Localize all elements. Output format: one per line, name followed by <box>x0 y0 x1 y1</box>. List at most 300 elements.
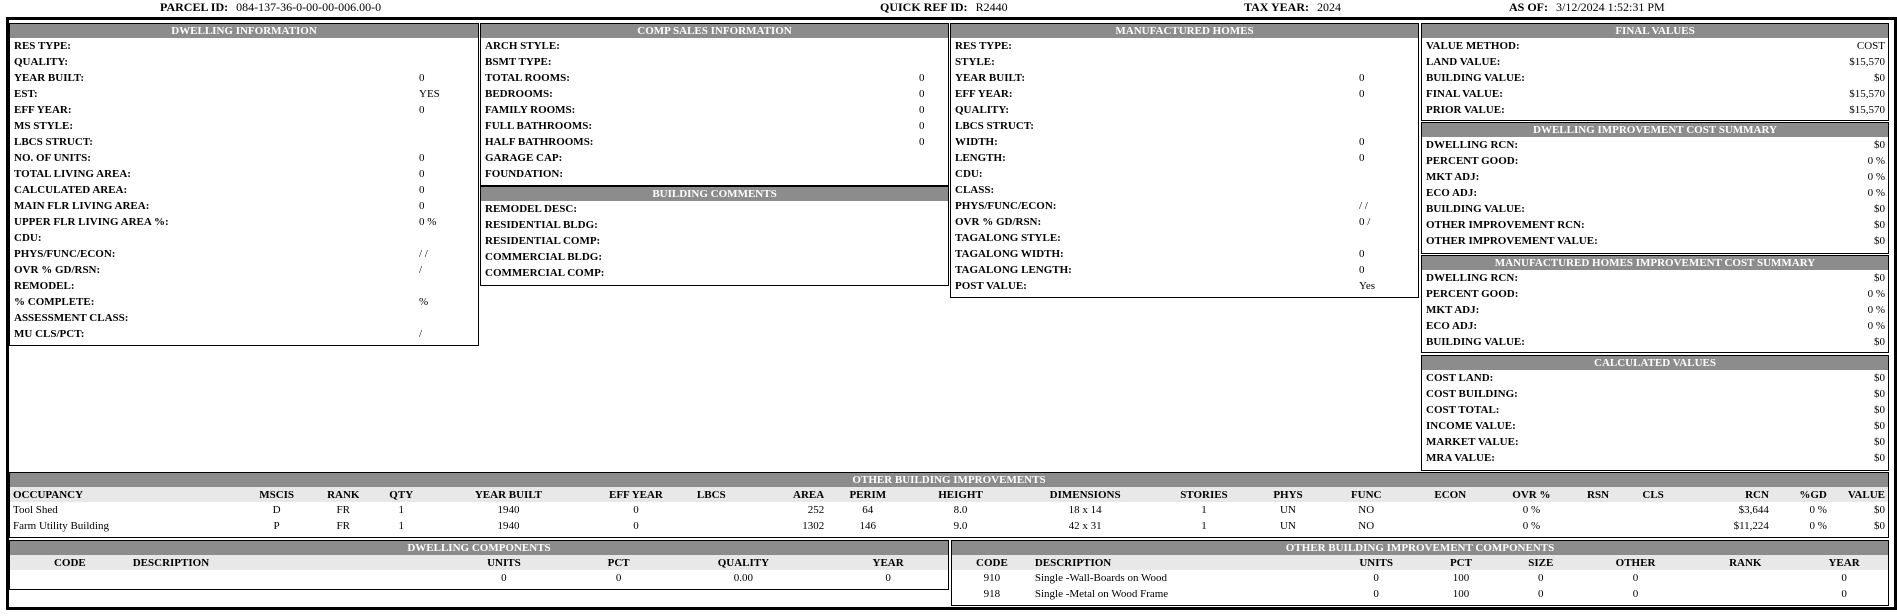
field-label: EFF YEAR: <box>14 104 72 116</box>
field-value: / <box>419 264 423 276</box>
field-row <box>10 310 478 326</box>
manufactured-homes-panel <box>950 23 1419 298</box>
field-value: COST <box>1856 40 1885 52</box>
column-header: DIMENSIONS <box>1013 487 1158 502</box>
table-cell <box>10 570 130 586</box>
field-label: COMMERCIAL COMP: <box>485 267 605 279</box>
table-cell: 0 <box>1632 588 1639 600</box>
field-value: / / <box>1359 200 1368 212</box>
column-header: CODE <box>10 555 130 570</box>
table-cell: 0 % <box>1809 520 1827 532</box>
field-row <box>1422 38 1888 54</box>
table-row <box>10 502 1888 518</box>
field-label: HALF BATHROOMS: <box>485 136 594 148</box>
building-comments-panel <box>480 186 949 286</box>
field-label: CDU: <box>955 168 983 180</box>
report-header <box>0 0 1897 16</box>
column-header: MSCIS <box>242 487 312 502</box>
table-cell: 146 <box>859 520 877 532</box>
table-cell <box>1407 502 1494 518</box>
field-label: PHYS/FUNC/ECON: <box>955 200 1057 212</box>
field-label: CDU: <box>14 232 42 244</box>
field-value: Yes <box>1359 280 1376 292</box>
field-value: 0 <box>419 200 425 212</box>
field-value: / / <box>419 248 428 260</box>
dwelling-information-panel <box>9 23 479 346</box>
table-cell: 910 <box>983 572 1001 584</box>
field-label: CALCULATED AREA: <box>14 184 128 196</box>
field-label: OVR % GD/RSN: <box>955 216 1042 228</box>
field-row <box>481 201 948 217</box>
table-cell <box>1627 502 1679 518</box>
column-header: DESCRIPTION <box>130 555 429 570</box>
field-row <box>10 54 478 70</box>
field-row <box>10 166 478 182</box>
field-value: 0 % <box>1867 320 1885 332</box>
dwelling-components-table <box>10 555 948 586</box>
table-cell: 1940 <box>497 504 520 516</box>
other-improvement-components-panel <box>951 540 1889 606</box>
field-value: 0 <box>419 168 425 180</box>
field-label: LBCS STRUCT: <box>14 136 93 148</box>
field-row <box>10 262 478 278</box>
field-label: BEDROOMS: <box>485 88 553 100</box>
field-label: TAGALONG STYLE: <box>955 232 1061 244</box>
field-label: ECO ADJ: <box>1426 320 1478 332</box>
field-value: YES <box>419 88 440 100</box>
field-row <box>481 166 948 182</box>
field-row <box>1422 434 1888 450</box>
table-row <box>952 570 1888 586</box>
field-label: DWELLING RCN: <box>1426 139 1518 151</box>
column-header: OVR % <box>1494 487 1569 502</box>
column-header: HEIGHT <box>908 487 1012 502</box>
field-row <box>1422 402 1888 418</box>
comp-sales-panel <box>480 23 949 186</box>
field-row <box>1422 302 1888 318</box>
field-label: CLASS: <box>955 184 995 196</box>
field-value: 0 <box>919 88 925 100</box>
field-row <box>951 166 1418 182</box>
table-cell: 1 <box>398 504 404 516</box>
field-value: 0 <box>1359 88 1365 100</box>
field-label: BUILDING VALUE: <box>1426 336 1525 348</box>
field-value: $0 <box>1874 272 1885 284</box>
field-label: DWELLING RCN: <box>1426 272 1518 284</box>
field-label: TAGALONG LENGTH: <box>955 264 1072 276</box>
field-label: TAGALONG WIDTH: <box>955 248 1064 260</box>
field-row <box>481 86 948 102</box>
field-row <box>10 230 478 246</box>
field-value: $0 <box>1874 404 1885 416</box>
field-row <box>10 214 478 230</box>
table-cell: 64 <box>862 504 874 516</box>
table-cell: NO <box>1358 520 1375 532</box>
field-label: LBCS STRUCT: <box>955 120 1034 132</box>
field-row <box>481 102 948 118</box>
field-value: 0 <box>1359 136 1365 148</box>
field-value: $0 <box>1874 436 1885 448</box>
table-row <box>952 586 1888 602</box>
field-value: % <box>419 296 429 308</box>
table-cell <box>682 518 740 534</box>
parcel-id: PARCEL ID: 084-137-36-0-00-00-006.00-0 <box>160 0 382 14</box>
field-row <box>951 278 1418 294</box>
field-row <box>10 102 478 118</box>
table-cell: 100 <box>1452 588 1470 600</box>
field-label: RES TYPE: <box>955 40 1012 52</box>
field-row <box>951 262 1418 278</box>
field-value: $0 <box>1874 372 1885 384</box>
field-label: RES TYPE: <box>14 40 71 52</box>
field-row <box>951 70 1418 86</box>
column-header: RANK <box>311 487 375 502</box>
field-value: 0 % <box>1867 155 1885 167</box>
table-cell: 1302 <box>802 520 825 532</box>
field-label: TOTAL LIVING AREA: <box>14 168 131 180</box>
table-cell: 0 <box>1373 588 1379 600</box>
field-label: COST LAND: <box>1426 372 1494 384</box>
table-cell: Tool Shed <box>13 504 58 516</box>
field-row <box>1422 318 1888 334</box>
panel-title: DWELLING INFORMATION <box>10 24 478 38</box>
table-cell <box>1690 586 1800 602</box>
calculated-values-panel <box>1421 355 1889 471</box>
table-cell: $0 <box>1874 504 1885 516</box>
field-row <box>10 326 478 342</box>
column-header: YEAR BUILT <box>427 487 589 502</box>
field-label: MU CLS/PCT: <box>14 328 85 340</box>
field-row <box>481 134 948 150</box>
field-label: LAND VALUE: <box>1426 56 1501 68</box>
field-value: $15,570 <box>1849 56 1885 68</box>
improvements-table <box>10 487 1888 534</box>
table-cell: Single -Metal on Wood Frame <box>1034 588 1169 600</box>
column-header: AREA <box>740 487 827 502</box>
table-cell: D <box>272 504 281 516</box>
table-cell: 0 <box>633 520 639 532</box>
field-label: UPPER FLR LIVING AREA %: <box>14 216 169 228</box>
field-label: BUILDING VALUE: <box>1426 72 1525 84</box>
column-header: ECON <box>1407 487 1494 502</box>
field-value: 0 % <box>1867 288 1885 300</box>
field-label: BSMT TYPE: <box>485 56 552 68</box>
panel-title: DWELLING IMPROVEMENT COST SUMMARY <box>1422 123 1888 137</box>
column-header: STORIES <box>1158 487 1251 502</box>
column-header: PCT <box>579 555 659 570</box>
field-row <box>481 233 948 249</box>
field-value: $15,570 <box>1849 88 1885 100</box>
table-cell: FR <box>336 520 350 532</box>
table-cell: 0.00 <box>733 572 753 584</box>
field-row <box>10 70 478 86</box>
table-cell: P <box>273 520 280 532</box>
field-value: $0 <box>1874 452 1885 464</box>
panel-title: BUILDING COMMENTS <box>481 187 948 201</box>
field-label: FOUNDATION: <box>485 168 564 180</box>
column-header: PHYS <box>1250 487 1325 502</box>
field-label: NO. OF UNITS: <box>14 152 91 164</box>
column-header: OCCUPANCY <box>10 487 242 502</box>
table-cell: 100 <box>1452 572 1470 584</box>
column-header: QUALITY <box>659 555 829 570</box>
field-row <box>1422 370 1888 386</box>
quick-ref-id: QUICK REF ID: R2440 <box>880 0 1008 14</box>
field-value: 0 % <box>1867 171 1885 183</box>
field-value: $15,570 <box>1849 104 1885 116</box>
field-label: EST: <box>14 88 38 100</box>
field-label: LENGTH: <box>955 152 1006 164</box>
field-row <box>1422 102 1888 118</box>
table-cell: 9.0 <box>953 520 968 532</box>
field-row <box>10 118 478 134</box>
dwelling-components-panel <box>9 540 949 590</box>
field-label: REMODEL DESC: <box>485 203 577 215</box>
table-row <box>10 518 1888 534</box>
table-cell: 8.0 <box>953 504 968 516</box>
column-header: OTHER <box>1581 555 1691 570</box>
field-value: 0 <box>419 104 425 116</box>
field-label: RESIDENTIAL COMP: <box>485 235 601 247</box>
table-cell: UN <box>1280 520 1296 532</box>
field-label: % COMPLETE: <box>14 296 95 308</box>
column-header: %GD <box>1772 487 1830 502</box>
column-header: RANK <box>1690 555 1800 570</box>
field-row <box>481 54 948 70</box>
column-header: VALUE <box>1830 487 1888 502</box>
field-label: EFF YEAR: <box>955 88 1013 100</box>
field-label: PERCENT GOOD: <box>1426 155 1519 167</box>
field-row <box>1422 201 1888 217</box>
field-value: $0 <box>1874 203 1885 215</box>
panel-title: CALCULATED VALUES <box>1422 356 1888 370</box>
field-value: $0 <box>1874 235 1885 247</box>
panel-title: DWELLING COMPONENTS <box>10 541 948 555</box>
field-row <box>951 118 1418 134</box>
mh-cost-summary-panel <box>1421 255 1889 353</box>
field-value: $0 <box>1874 388 1885 400</box>
dwelling-cost-summary-panel <box>1421 122 1889 254</box>
table-cell: 0 % <box>1809 504 1827 516</box>
table-cell: 0 % <box>1522 504 1541 516</box>
table-cell: 0 <box>885 572 891 584</box>
field-value: 0 / <box>1359 216 1371 228</box>
field-label: ECO ADJ: <box>1426 187 1478 199</box>
panel-title: OTHER BUILDING IMPROVEMENTS <box>10 473 1888 487</box>
field-label: BUILDING VALUE: <box>1426 203 1525 215</box>
field-row <box>1422 286 1888 302</box>
field-row <box>1422 86 1888 102</box>
field-row <box>951 230 1418 246</box>
column-header: FUNC <box>1326 487 1407 502</box>
field-label: REMODEL: <box>14 280 75 292</box>
field-label: YEAR BUILT: <box>955 72 1025 84</box>
field-row <box>481 118 948 134</box>
field-row <box>1422 418 1888 434</box>
table-cell: $11,224 <box>1733 520 1769 532</box>
field-label: MS STYLE: <box>14 120 73 132</box>
column-header: PERIM <box>827 487 908 502</box>
field-row <box>10 182 478 198</box>
field-row <box>10 198 478 214</box>
column-header: CLS <box>1627 487 1679 502</box>
table-cell: UN <box>1280 504 1296 516</box>
field-label: GARAGE CAP: <box>485 152 563 164</box>
field-row <box>951 214 1418 230</box>
final-values-panel <box>1421 23 1889 121</box>
table-cell <box>1627 518 1679 534</box>
field-label: ASSESSMENT CLASS: <box>14 312 129 324</box>
panel-title: COMP SALES INFORMATION <box>481 24 948 38</box>
other-components-table <box>952 555 1888 602</box>
panel-title: MANUFACTURED HOMES IMPROVEMENT COST SUMMARY <box>1422 256 1888 270</box>
field-value: 0 <box>919 136 925 148</box>
field-row <box>1422 217 1888 233</box>
table-cell: 0 <box>1373 572 1379 584</box>
column-header: RCN <box>1679 487 1772 502</box>
table-cell: 0 <box>1841 588 1847 600</box>
field-value: $0 <box>1874 336 1885 348</box>
field-row <box>481 38 948 54</box>
table-cell: 0 <box>615 572 622 584</box>
field-label: INCOME VALUE: <box>1426 420 1516 432</box>
field-label: MAIN FLR LIVING AREA: <box>14 200 150 212</box>
field-row <box>951 182 1418 198</box>
field-value: 0 <box>1359 72 1365 84</box>
field-row <box>10 150 478 166</box>
table-cell: 0 <box>1632 572 1639 584</box>
field-row <box>951 102 1418 118</box>
field-label: ARCH STYLE: <box>485 40 560 52</box>
field-row <box>1422 54 1888 70</box>
field-value: 0 % <box>1867 304 1885 316</box>
field-label: OVR % GD/RSN: <box>14 264 101 276</box>
column-header: CODE <box>952 555 1032 570</box>
field-label: MKT ADJ: <box>1426 171 1480 183</box>
table-cell <box>1569 502 1627 518</box>
field-label: MRA VALUE: <box>1426 452 1495 464</box>
table-cell: 0 <box>633 504 639 516</box>
field-label: WIDTH: <box>955 136 998 148</box>
field-value: 0 <box>1359 264 1365 276</box>
table-cell: 1 <box>1201 520 1207 532</box>
column-header: QTY <box>375 487 427 502</box>
field-value: 0 <box>919 120 925 132</box>
field-row <box>1422 169 1888 185</box>
column-header: YEAR <box>828 555 948 570</box>
field-value: 0 <box>419 152 425 164</box>
as-of-date: AS OF: 3/12/2024 1:52:31 PM <box>1509 0 1665 14</box>
table-cell: 1 <box>398 520 404 532</box>
field-row <box>951 198 1418 214</box>
field-row <box>1422 153 1888 169</box>
field-label: COST TOTAL: <box>1426 404 1500 416</box>
field-value: 0 % <box>1867 187 1885 199</box>
field-label: MARKET VALUE: <box>1426 436 1519 448</box>
field-row <box>1422 185 1888 201</box>
column-header: YEAR <box>1800 555 1888 570</box>
table-cell: FR <box>336 504 350 516</box>
field-row <box>1422 386 1888 402</box>
field-label: STYLE: <box>955 56 995 68</box>
field-row <box>1422 270 1888 286</box>
field-label: FULL BATHROOMS: <box>485 120 593 132</box>
field-label: COST BUILDING: <box>1426 388 1518 400</box>
table-cell: 1 <box>1201 504 1207 516</box>
field-row <box>481 249 948 265</box>
column-header: UNITS <box>1331 555 1421 570</box>
field-row <box>951 150 1418 166</box>
field-value: 0 % <box>419 216 437 228</box>
column-header: LBCS <box>682 487 740 502</box>
table-cell: 252 <box>807 504 825 516</box>
table-cell: 0 <box>1538 572 1544 584</box>
table-cell: 918 <box>983 588 1001 600</box>
field-label: OTHER IMPROVEMENT RCN: <box>1426 219 1585 231</box>
field-label: QUALITY: <box>14 56 68 68</box>
field-row <box>481 265 948 281</box>
field-label: PHYS/FUNC/ECON: <box>14 248 116 260</box>
table-cell: 1940 <box>497 520 520 532</box>
table-cell <box>682 502 740 518</box>
column-header: UNITS <box>429 555 579 570</box>
field-row <box>951 246 1418 262</box>
table-cell: Farm Utility Building <box>13 520 109 532</box>
table-cell <box>1569 518 1627 534</box>
field-value: 0 <box>919 72 925 84</box>
field-row <box>1422 233 1888 249</box>
field-value: 0 <box>1359 152 1365 164</box>
field-value: 0 <box>419 72 425 84</box>
field-row <box>951 134 1418 150</box>
panel-title: FINAL VALUES <box>1422 24 1888 38</box>
field-row <box>10 294 478 310</box>
table-cell: 0 <box>1841 572 1847 584</box>
field-label: RESIDENTIAL BLDG: <box>485 219 598 231</box>
field-value: $0 <box>1874 219 1885 231</box>
field-row <box>1422 137 1888 153</box>
table-cell: 18 x 14 <box>1068 504 1102 516</box>
field-label: FINAL VALUE: <box>1426 88 1503 100</box>
table-cell: $3,644 <box>1738 504 1769 516</box>
field-row <box>1422 450 1888 466</box>
table-cell: $0 <box>1874 520 1885 532</box>
field-row <box>10 134 478 150</box>
column-header: RSN <box>1569 487 1627 502</box>
table-cell <box>1690 570 1800 586</box>
field-row <box>10 86 478 102</box>
field-row <box>10 278 478 294</box>
field-value: $0 <box>1874 139 1885 151</box>
field-row <box>481 70 948 86</box>
tax-year: TAX YEAR: 2024 <box>1244 0 1341 14</box>
table-cell <box>1407 518 1494 534</box>
field-label: TOTAL ROOMS: <box>485 72 570 84</box>
field-label: OTHER IMPROVEMENT VALUE: <box>1426 235 1598 247</box>
field-value: 0 <box>919 104 925 116</box>
field-label: COMMERCIAL BLDG: <box>485 251 603 263</box>
field-label: PRIOR VALUE: <box>1426 104 1505 116</box>
field-label: VALUE METHOD: <box>1426 40 1520 52</box>
table-row <box>10 570 948 586</box>
other-building-improvements-panel <box>9 472 1889 538</box>
field-label: YEAR BUILT: <box>14 72 84 84</box>
table-cell: 0 <box>1538 588 1544 600</box>
field-row <box>1422 334 1888 350</box>
panel-title: MANUFACTURED HOMES <box>951 24 1418 38</box>
field-row <box>10 38 478 54</box>
field-label: MKT ADJ: <box>1426 304 1480 316</box>
